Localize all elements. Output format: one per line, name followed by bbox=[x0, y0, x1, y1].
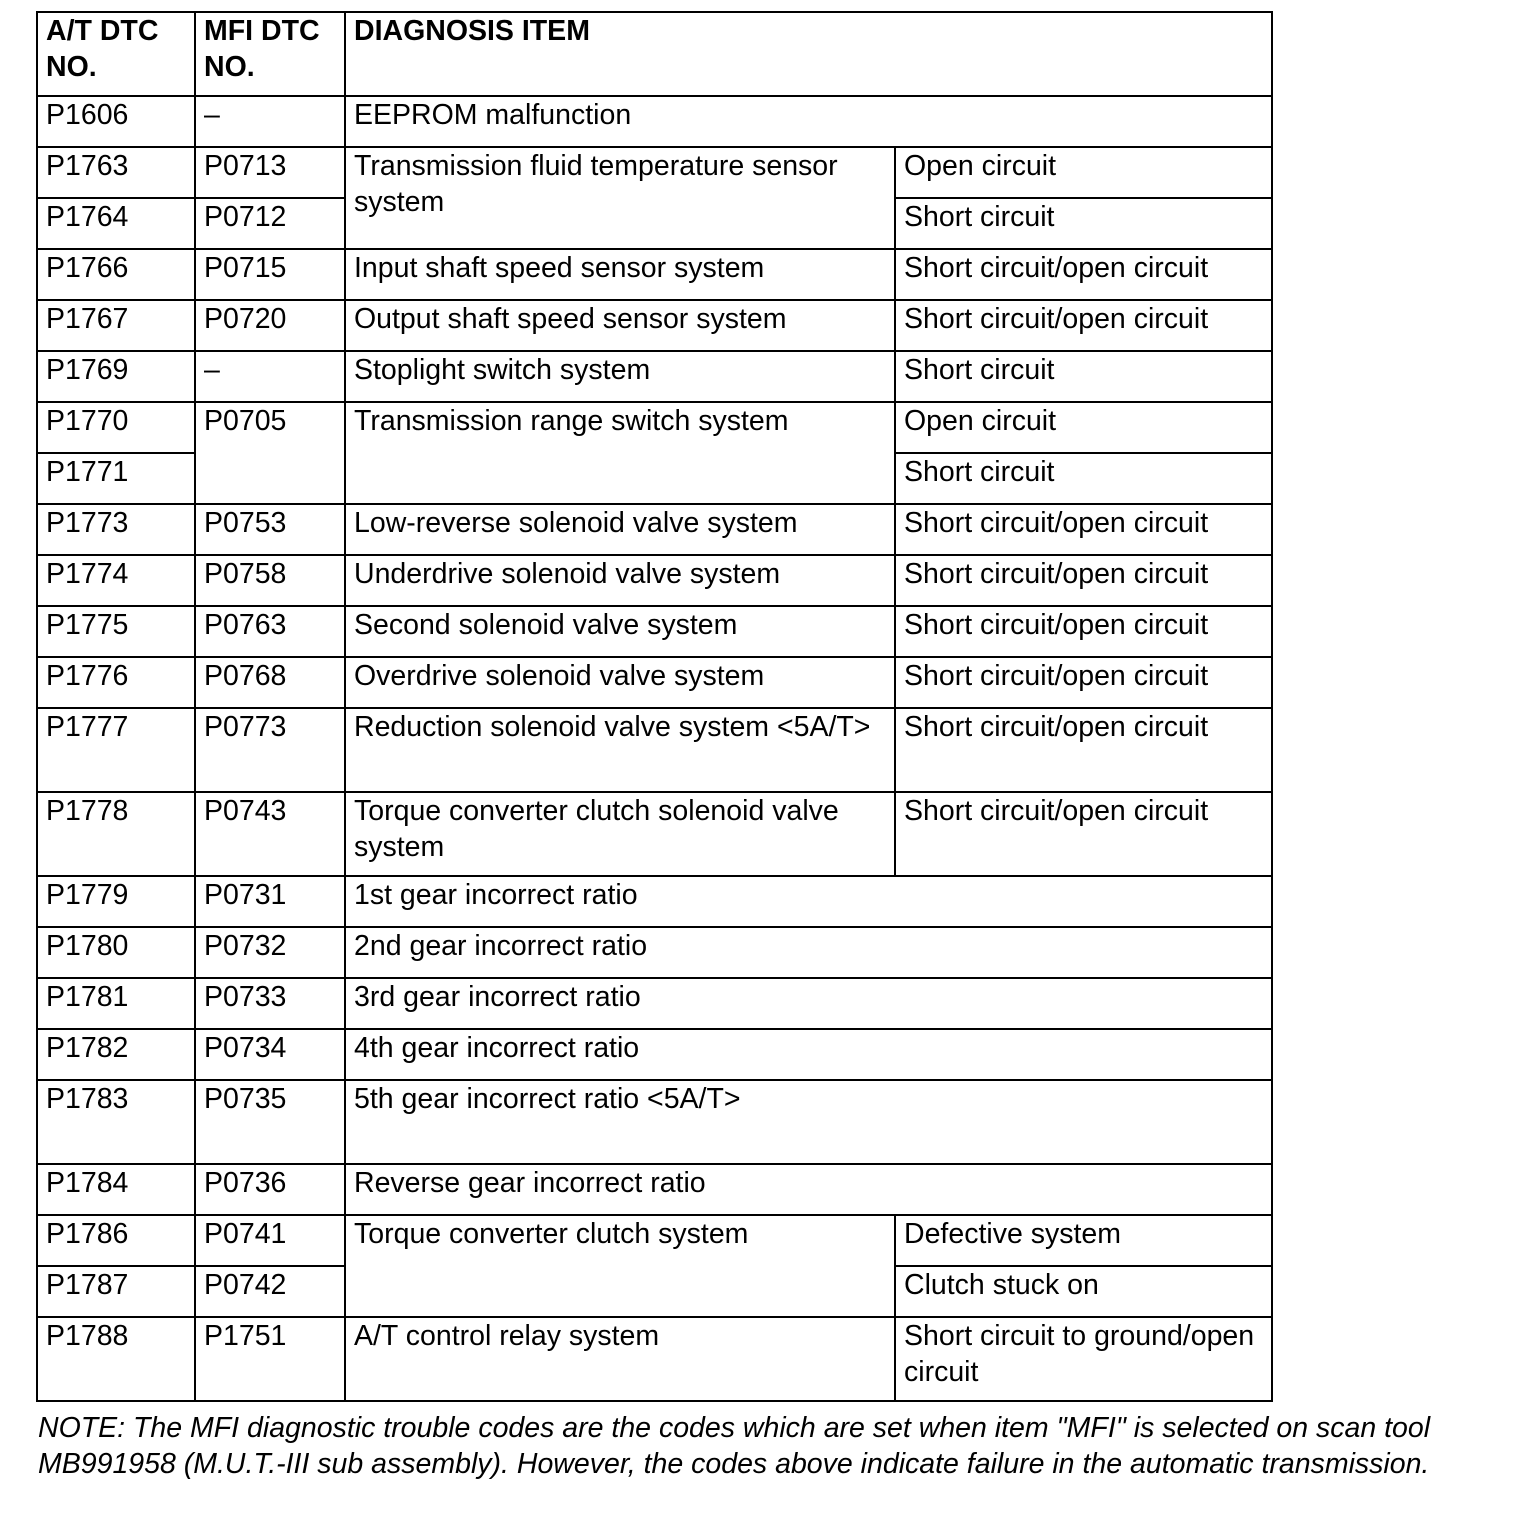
diagnosis-item-cell: Overdrive solenoid valve system bbox=[345, 657, 895, 708]
diagnosis-detail-cell: Short circuit/open circuit bbox=[895, 249, 1272, 300]
at-dtc-cell: P1781 bbox=[37, 978, 195, 1029]
at-dtc-cell: P1766 bbox=[37, 249, 195, 300]
diagnosis-detail-cell: Defective system bbox=[895, 1215, 1272, 1266]
diagnosis-item-cell: Torque converter clutch solenoid valve system bbox=[345, 792, 895, 876]
dtc-table bbox=[36, 11, 1273, 1402]
at-dtc-cell: P1786 bbox=[37, 1215, 195, 1266]
mfi-dtc-cell: P0768 bbox=[195, 657, 345, 708]
diagnosis-item-cell: Input shaft speed sensor system bbox=[345, 249, 895, 300]
diagnosis-detail-cell: Short circuit bbox=[895, 351, 1272, 402]
at-dtc-cell: P1767 bbox=[37, 300, 195, 351]
diagnosis-item-cell: 5th gear incorrect ratio <5A/T> bbox=[345, 1080, 1272, 1164]
diagnosis-detail-cell: Short circuit bbox=[895, 453, 1272, 504]
mfi-dtc-cell: P0743 bbox=[195, 792, 345, 876]
at-dtc-cell: P1770 bbox=[37, 402, 195, 453]
diagnosis-detail-cell: Short circuit bbox=[895, 198, 1272, 249]
diagnosis-detail-cell: Short circuit to ground/open circuit bbox=[895, 1317, 1272, 1401]
diagnosis-detail-cell: Short circuit/open circuit bbox=[895, 300, 1272, 351]
diagnosis-detail-cell: Short circuit/open circuit bbox=[895, 792, 1272, 876]
table-row bbox=[37, 606, 1272, 657]
diagnosis-detail-cell: Short circuit/open circuit bbox=[895, 606, 1272, 657]
mfi-dtc-cell: P1751 bbox=[195, 1317, 345, 1401]
at-dtc-cell: P1787 bbox=[37, 1266, 195, 1317]
mfi-dtc-cell: P0741 bbox=[195, 1215, 345, 1266]
mfi-dtc-cell: P0705 bbox=[195, 402, 345, 504]
table-row bbox=[37, 708, 1272, 792]
mfi-dtc-cell: P0735 bbox=[195, 1080, 345, 1164]
table-row bbox=[37, 876, 1272, 927]
at-dtc-cell: P1783 bbox=[37, 1080, 195, 1164]
at-dtc-cell: P1784 bbox=[37, 1164, 195, 1215]
header-diagnosis-item: DIAGNOSIS ITEM bbox=[345, 12, 1272, 96]
mfi-dtc-cell: P0720 bbox=[195, 300, 345, 351]
table-row bbox=[37, 351, 1272, 402]
at-dtc-cell: P1775 bbox=[37, 606, 195, 657]
diagnosis-item-cell: Transmission fluid temperature sensor system bbox=[345, 147, 895, 249]
at-dtc-cell: P1763 bbox=[37, 147, 195, 198]
mfi-dtc-cell: P0713 bbox=[195, 147, 345, 198]
at-dtc-cell: P1771 bbox=[37, 453, 195, 504]
mfi-dtc-cell: P0773 bbox=[195, 708, 345, 792]
diagnosis-item-cell: Transmission range switch system bbox=[345, 402, 895, 504]
mfi-dtc-cell: P0742 bbox=[195, 1266, 345, 1317]
mfi-dtc-cell: P0715 bbox=[195, 249, 345, 300]
diagnosis-detail-cell: Short circuit/open circuit bbox=[895, 555, 1272, 606]
mfi-dtc-cell: – bbox=[195, 351, 345, 402]
diagnosis-item-cell: 3rd gear incorrect ratio bbox=[345, 978, 1272, 1029]
at-dtc-cell: P1780 bbox=[37, 927, 195, 978]
table-row bbox=[37, 1317, 1272, 1401]
table-row bbox=[37, 657, 1272, 708]
table-row bbox=[37, 300, 1272, 351]
diagnosis-item-cell: Reverse gear incorrect ratio bbox=[345, 1164, 1272, 1215]
at-dtc-cell: P1773 bbox=[37, 504, 195, 555]
diagnosis-item-cell: Output shaft speed sensor system bbox=[345, 300, 895, 351]
mfi-dtc-cell: P0736 bbox=[195, 1164, 345, 1215]
diagnosis-item-cell: 1st gear incorrect ratio bbox=[345, 876, 1272, 927]
at-dtc-cell: P1769 bbox=[37, 351, 195, 402]
header-mfi-dtc: MFI DTC NO. bbox=[195, 12, 345, 96]
at-dtc-cell: P1776 bbox=[37, 657, 195, 708]
table-row bbox=[37, 1029, 1272, 1080]
at-dtc-cell: P1778 bbox=[37, 792, 195, 876]
diagnosis-item-cell: A/T control relay system bbox=[345, 1317, 895, 1401]
at-dtc-cell: P1788 bbox=[37, 1317, 195, 1401]
table-row bbox=[37, 504, 1272, 555]
diagnosis-item-cell: Low-reverse solenoid valve system bbox=[345, 504, 895, 555]
mfi-dtc-cell: P0758 bbox=[195, 555, 345, 606]
table-row bbox=[37, 555, 1272, 606]
at-dtc-cell: P1782 bbox=[37, 1029, 195, 1080]
diagnosis-item-cell: 2nd gear incorrect ratio bbox=[345, 927, 1272, 978]
diagnosis-detail-cell: Short circuit/open circuit bbox=[895, 708, 1272, 792]
diagnosis-detail-cell: Open circuit bbox=[895, 147, 1272, 198]
mfi-dtc-cell: P0734 bbox=[195, 1029, 345, 1080]
header-at-dtc: A/T DTC NO. bbox=[37, 12, 195, 96]
table-row bbox=[37, 249, 1272, 300]
mfi-dtc-cell: P0712 bbox=[195, 198, 345, 249]
table-row bbox=[37, 792, 1272, 876]
table-row bbox=[37, 96, 1272, 147]
at-dtc-cell: P1764 bbox=[37, 198, 195, 249]
at-dtc-cell: P1606 bbox=[37, 96, 195, 147]
table-row bbox=[37, 927, 1272, 978]
mfi-dtc-cell: – bbox=[195, 96, 345, 147]
diagnosis-detail-cell: Open circuit bbox=[895, 402, 1272, 453]
table-row bbox=[37, 147, 1272, 198]
at-dtc-cell: P1774 bbox=[37, 555, 195, 606]
mfi-dtc-cell: P0733 bbox=[195, 978, 345, 1029]
mfi-dtc-cell: P0753 bbox=[195, 504, 345, 555]
table-row bbox=[37, 1164, 1272, 1215]
at-dtc-cell: P1777 bbox=[37, 708, 195, 792]
diagnosis-item-cell: 4th gear incorrect ratio bbox=[345, 1029, 1272, 1080]
diagnosis-item-cell: Second solenoid valve system bbox=[345, 606, 895, 657]
diagnosis-item-cell: Torque converter clutch system bbox=[345, 1215, 895, 1317]
table-row bbox=[37, 402, 1272, 453]
diagnosis-detail-cell: Short circuit/open circuit bbox=[895, 657, 1272, 708]
diagnosis-item-cell: EEPROM malfunction bbox=[345, 96, 1272, 147]
diagnosis-item-cell: Stoplight switch system bbox=[345, 351, 895, 402]
mfi-dtc-cell: P0731 bbox=[195, 876, 345, 927]
note-text: NOTE: The MFI diagnostic trouble codes are the codes which are set when item "MFI" is selected on scan tool MB991958 (M.U.T.-III sub assembly). However, the codes above indicate failure in the automatic transmission. bbox=[38, 1412, 1431, 1480]
table-header-row bbox=[37, 12, 1272, 96]
diagnosis-item-cell: Reduction solenoid valve system <5A/T> bbox=[345, 708, 895, 792]
diagnosis-detail-cell: Short circuit/open circuit bbox=[895, 504, 1272, 555]
diagnosis-item-cell: Underdrive solenoid valve system bbox=[345, 555, 895, 606]
mfi-dtc-cell: P0732 bbox=[195, 927, 345, 978]
table-row bbox=[37, 1080, 1272, 1164]
at-dtc-cell: P1779 bbox=[37, 876, 195, 927]
table-row bbox=[37, 1215, 1272, 1266]
table-row bbox=[37, 978, 1272, 1029]
mfi-dtc-cell: P0763 bbox=[195, 606, 345, 657]
diagnosis-detail-cell: Clutch stuck on bbox=[895, 1266, 1272, 1317]
